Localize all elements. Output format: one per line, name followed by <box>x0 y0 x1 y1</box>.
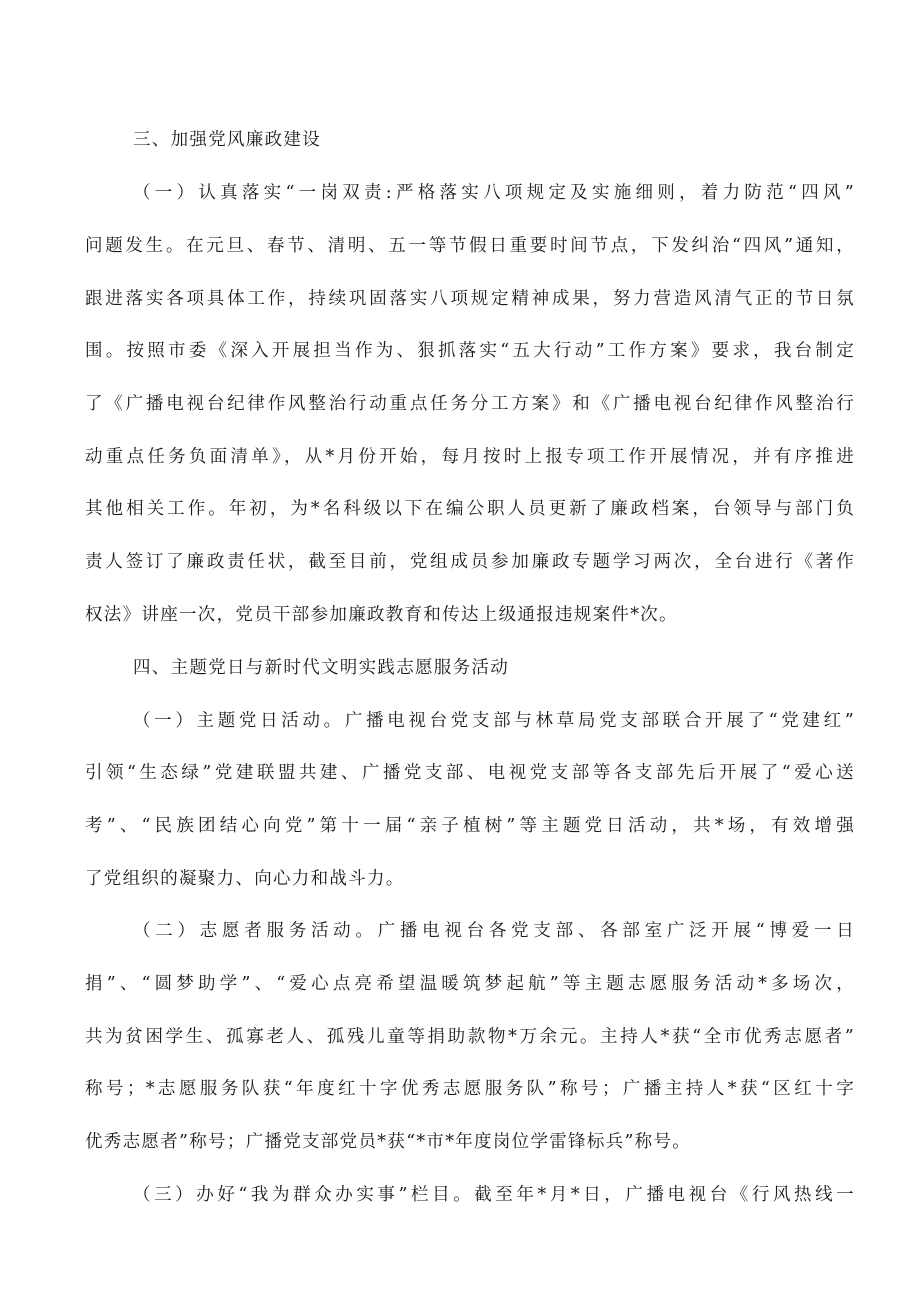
paragraph-line: （一）主题党日活动。广播电视台党支部与林草局党支部联合开展了“党建红” <box>133 711 855 731</box>
paragraph-line: 了《广播电视台纪律作风整治行动重点任务分工方案》和《广播电视台纪律作风整治行 <box>85 394 855 414</box>
paragraph-line: （二）志愿者服务活动。广播电视台各党支部、各部室广泛开展“博爱一日 <box>133 921 855 941</box>
paragraph-line: 了党组织的凝聚力、向心力和战斗力。 <box>85 869 405 889</box>
paragraph-line: 引领“生态绿”党建联盟共建、广播党支部、电视党支部等各支部先后开展了“爱心送 <box>85 763 855 783</box>
paragraph-line: 共为贫困学生、孤寡老人、孤残儿童等捐助款物*万余元。主持人*获“全市优秀志愿者” <box>85 1027 855 1047</box>
paragraph-line: （三）办好“我为群众办实事”栏目。截至年*月*日，广播电视台《行风热线一 <box>133 1185 855 1205</box>
section-heading: 四、主题党日与新时代文明实践志愿服务活动 <box>133 658 509 678</box>
paragraph-line: 考”、“民族团结心向党”第十一届“亲子植树”等主题党日活动，共*场，有效增强 <box>85 816 855 836</box>
paragraph-line: 称号；*志愿服务队获“年度红十字优秀志愿服务队”称号；广播主持人*获“区红十字 <box>85 1079 855 1099</box>
paragraph-line: 责人签订了廉政责任状，截至目前，党组成员参加廉政专题学习两次，全台进行《著作 <box>85 552 855 572</box>
paragraph-line: 动重点任务负面清单》，从*月份开始，每月按时上报专项工作开展情况，并有序推进 <box>85 447 855 467</box>
paragraph-line: 围。按照市委《深入开展担当作为、狠抓落实“五大行动”工作方案》要求，我台制定 <box>85 341 855 361</box>
paragraph-line: 优秀志愿者”称号；广播党支部党员*获“*市*年度岗位学雷锋标兵”称号。 <box>85 1132 692 1152</box>
paragraph-line: 权法》讲座一次，党员干部参加廉政教育和传达上级通报违规案件*次。 <box>85 605 678 625</box>
paragraph-line: 跟进落实各项具体工作，持续巩固落实八项规定精神成果，努力营造风清气正的节日氛 <box>85 289 855 309</box>
paragraph-line: （一）认真落实“一岗双责:严格落实八项规定及实施细则，着力防范“四风” <box>133 183 855 203</box>
paragraph-line: 问题发生。在元旦、春节、清明、五一等节假日重要时间节点，下发纠治“四风”通知， <box>85 236 855 256</box>
section-heading: 三、加强党风廉政建设 <box>133 130 321 150</box>
paragraph-line: 其他相关工作。年初，为*名科级以下在编公职人员更新了廉政档案，台领导与部门负 <box>85 499 855 519</box>
paragraph-line: 捐”、“圆梦助学”、“爱心点亮希望温暖筑梦起航”等主题志愿服务活动*多场次， <box>85 974 855 994</box>
